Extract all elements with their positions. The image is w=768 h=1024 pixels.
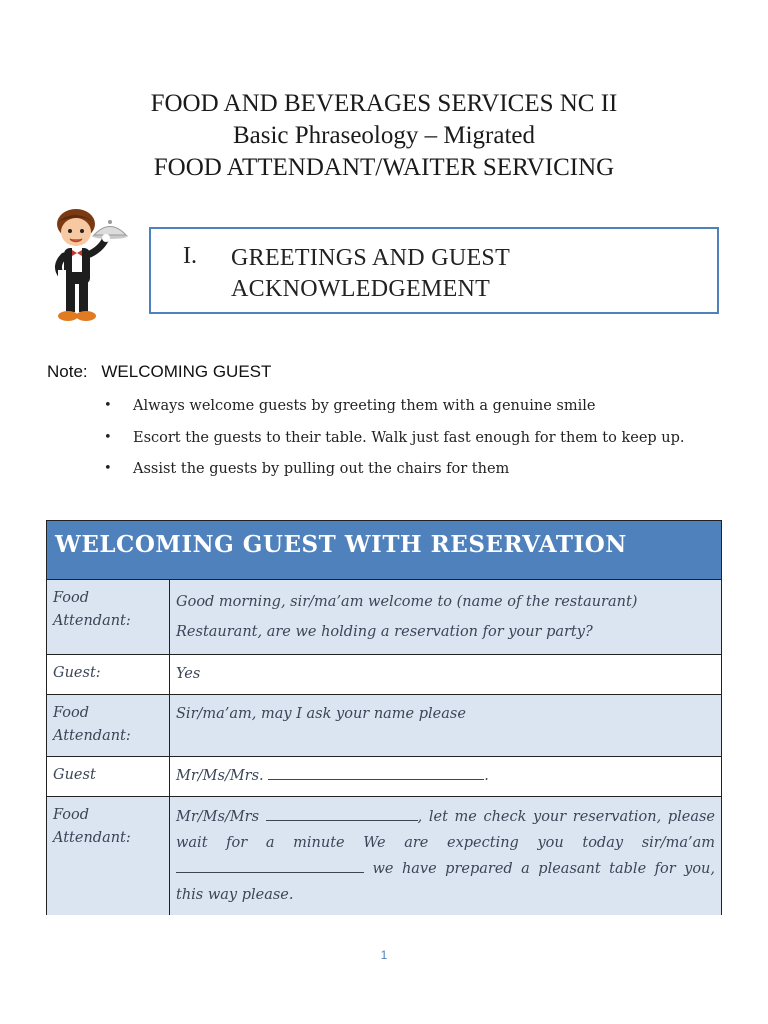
note-title: WELCOMING GUEST — [101, 362, 272, 381]
document-header — [0, 88, 768, 184]
name-blank — [266, 806, 418, 821]
section-number: I. — [183, 243, 197, 269]
note-bullet-list — [104, 396, 685, 491]
note-label: Note: — [47, 362, 88, 381]
table-heading: WELCOMING GUEST WITH RESERVATION — [55, 531, 627, 558]
module-title: FOOD ATTENDANT/WAITER SERVICING — [153, 154, 615, 181]
waiter-illustration — [44, 204, 134, 328]
section-title-line2: ACKNOWLEDGEMENT — [231, 276, 491, 302]
bullet-icon: • — [104, 429, 112, 445]
name-blank — [176, 858, 364, 873]
bullet-icon: • — [104, 461, 112, 476]
speaker-cell: Guest — [47, 757, 170, 797]
speaker-cell: Food Attendant: — [47, 580, 170, 655]
section-title — [231, 243, 510, 305]
section-heading-box — [149, 227, 719, 314]
table-row — [47, 797, 722, 916]
dialog-table — [46, 520, 722, 915]
page-number: 1 — [380, 948, 388, 962]
speaker-cell: Guest: — [47, 655, 170, 695]
course-subtitle: Basic Phraseology – Migrated — [232, 122, 536, 149]
dialog-line-cell: Mr/Ms/Mrs , let me check your reservation, please wait for a minute We are expecting you today sir/ma’am we have prepared a pleasant table for you, this way please. — [170, 797, 722, 916]
section-title-line1: GREETINGS AND GUEST — [231, 245, 511, 271]
speaker-cell: Food Attendant: — [47, 797, 170, 916]
table-row — [47, 655, 722, 695]
dialog-line-cell: Good morning, sir/ma’am welcome to (name of the restaurant) Restaurant, are we holding a reservation for your party? — [170, 580, 722, 655]
table-row — [47, 695, 722, 757]
dialog-line-cell: Mr/Ms/Mrs. . — [170, 757, 722, 797]
speaker-cell: Food Attendant: — [47, 695, 170, 757]
table-row — [47, 757, 722, 797]
bullet-icon: • — [104, 398, 112, 413]
list-item: • Assist the guests by pulling out the chairs for them — [104, 461, 510, 477]
list-item: • Escort the guests to their table. Walk just fast enough for them to keep up. — [104, 429, 685, 446]
dialog-line-cell: Yes — [170, 655, 722, 695]
table-heading-cell — [47, 521, 722, 580]
table-row — [47, 580, 722, 655]
list-item: • Always welcome guests by greeting them with a genuine smile — [104, 398, 596, 414]
name-blank — [268, 765, 484, 780]
course-title: FOOD AND BEVERAGES SERVICES NC II — [150, 90, 618, 117]
dialog-line-cell: Sir/ma’am, may I ask your name please — [170, 695, 722, 757]
note-heading — [47, 362, 271, 382]
